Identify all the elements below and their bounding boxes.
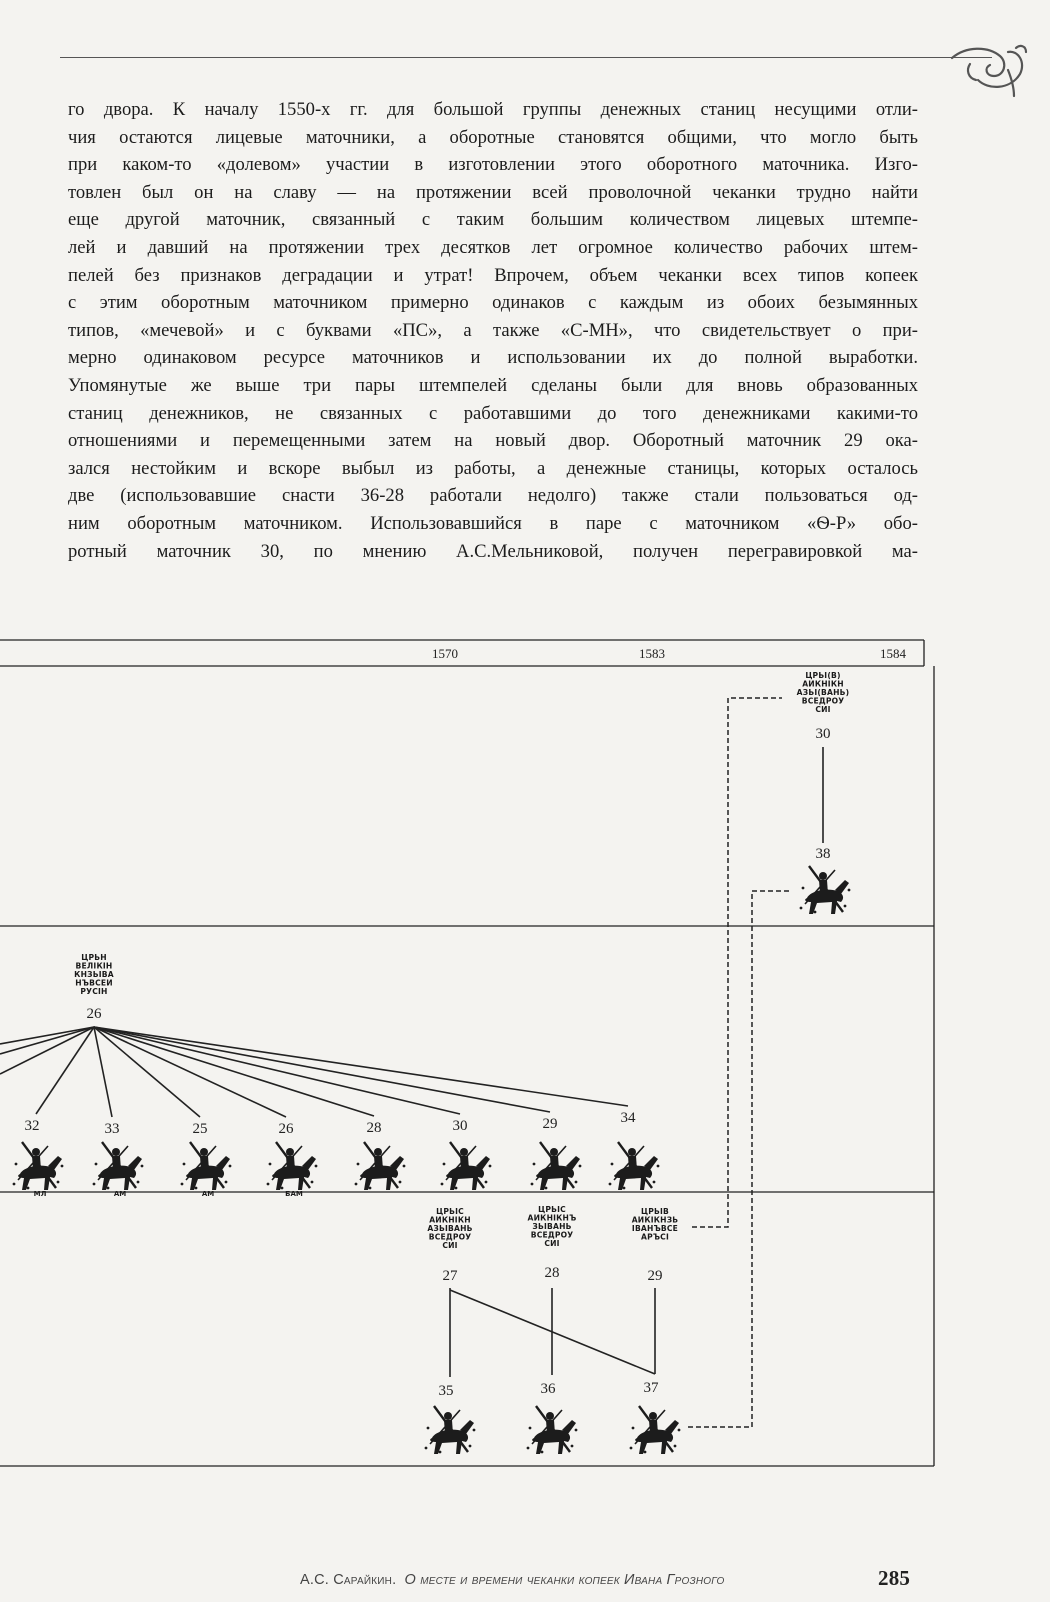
text-line: две (использовавшие снасти 36-28 работали недолго) также стали пользоваться од-: [68, 485, 918, 507]
inscription-line: ЦРЬІС: [538, 1205, 566, 1214]
node-label: 29: [542, 1116, 558, 1132]
node-label: 30: [815, 726, 831, 742]
obverse-die-bottom: [630, 1406, 681, 1454]
text-line: отношениями и перемещенными затем на новый двор. Оборотный маточник 29 ока-: [68, 430, 918, 452]
node-label: 34: [620, 1110, 636, 1126]
year-label: 1570: [432, 646, 458, 661]
node-label: 35: [438, 1383, 454, 1399]
header-rule: [60, 57, 992, 58]
text-line: лей и давший на протяжении трех десятков лет огромное количество рабочих штем-: [68, 236, 918, 258]
node-label: 33: [104, 1121, 120, 1137]
page-ornament-icon: [948, 40, 1030, 100]
inscription-line: ЦРЬІВ: [640, 1207, 670, 1216]
text-line: зался нестойким и вскоре выбыл из работы, а денежные станицы, которых осталось: [68, 457, 918, 479]
inscription-line: ІВАНЪВСЕ: [631, 1224, 679, 1233]
year-label: 1583: [639, 646, 665, 661]
mint-mark: МЛ: [33, 1190, 47, 1198]
node-label: 28: [366, 1120, 382, 1136]
text-line: при каком-то «долевом» участии в изготовлении этого оборотного маточника. Изго-: [68, 154, 918, 176]
obverse-die-middle: [441, 1142, 492, 1190]
obverse-die-bottom: [527, 1406, 578, 1454]
reverse-die-bottom: [528, 1205, 577, 1248]
footer-title: О месте и времени чеканки копеек Ивана Грозного: [404, 1572, 725, 1588]
inscription-line: АЗЬІ(ВАНЬ): [796, 688, 850, 697]
inscription-line: ЦРЬН: [81, 953, 107, 962]
text-line: типов, «мечевой» и с буквами «ПС», а также «С-МН», что свидетельствует о при-: [68, 319, 918, 341]
body-paragraph: [68, 96, 918, 565]
obverse-die-middle: [93, 1142, 144, 1198]
obverse-die-middle: [13, 1142, 64, 1198]
inscription-line: ЦРЬІС: [436, 1207, 464, 1216]
node-label: 37: [643, 1380, 659, 1396]
inscription-line: СИІ: [442, 1241, 458, 1250]
mint-mark: БАМ: [285, 1190, 303, 1198]
text-line: товлен был он на славу — на протяжении всей проволочной чеканки трудно найти: [68, 181, 918, 203]
obverse-die-middle: [531, 1142, 582, 1190]
inscription-line: АИКНІКН: [802, 679, 844, 689]
node-label: 27: [442, 1268, 458, 1284]
inscription-line: АРЪСІ: [641, 1232, 669, 1242]
reverse-die-bottom: [427, 1207, 472, 1250]
inscription-line: РУСІН: [80, 987, 108, 996]
inscription-line: ВСЕДРОУ: [428, 1232, 472, 1242]
inscription-line: ВСЕДРОУ: [530, 1230, 574, 1240]
obverse-die-middle: [267, 1142, 318, 1198]
inscription-line: АИКНІКН: [429, 1215, 471, 1225]
die-link-diagram: [0, 630, 960, 1490]
node-label: 28: [544, 1265, 560, 1281]
text-line: с этим оборотным маточником примерно одинаков с каждым из обоих безымянных: [68, 292, 918, 314]
inscription-line: ЗЬІВАНЬ: [532, 1222, 572, 1231]
page-footer: [300, 1566, 940, 1602]
inscription-line: АИКІКНЗЬ: [631, 1215, 679, 1225]
text-line: мерно одинаковом ресурсе маточников и использовании их до полной выработки.: [68, 347, 918, 369]
inscription-line: СИІ: [544, 1239, 560, 1248]
inscription-line: СИІ: [815, 705, 831, 714]
obverse-die-middle: [181, 1142, 232, 1198]
text-line: станиц денежников, не связанных с работавшими до того денежниками какими-то: [68, 402, 918, 424]
inscription-line: ЦРЬІ(В): [805, 671, 841, 680]
text-line: пелей без признаков деградации и утрат! Впрочем, объем чеканки всех типов копеек: [68, 264, 918, 286]
node-label: 29: [647, 1268, 663, 1284]
inscription-line: ВСЕДРОУ: [801, 696, 845, 706]
node-label: 36: [540, 1381, 556, 1397]
node-label: 25: [192, 1121, 208, 1137]
inscription-line: ВЕЛІКІН: [75, 961, 113, 971]
reverse-die-bottom: [632, 1207, 679, 1242]
text-line: ним оборотным маточником. Использовавшийся в паре с маточником «Ѳ-Р» обо-: [68, 512, 918, 534]
text-line: го двора. К началу 1550-х гг. для большой группы денежных станиц несущими отли-: [68, 99, 918, 120]
obverse-die-bottom: [425, 1406, 476, 1454]
reverse-die-middle: [74, 953, 114, 996]
footer-author: А.С. Сарайкин.: [300, 1572, 397, 1588]
obverse-die-top: [800, 866, 851, 914]
obverse-die-middle: [355, 1142, 406, 1190]
inscription-line: КНЗЬІВА: [74, 970, 114, 979]
inscription-line: АЗЬІВАНЬ: [427, 1224, 473, 1233]
mint-mark: АМ: [113, 1190, 127, 1198]
text-line: еще другой маточник, связанный с таким большим количеством лицевых штемпе-: [68, 209, 918, 231]
page-number: 285: [878, 1566, 911, 1590]
inscription-line: АИКНІКНЪ: [527, 1213, 577, 1223]
inscription-line: НЪВСЕИ: [75, 978, 113, 988]
text-line: Упомянутые же выше три пары штемпелей сделаны были для вновь образованных: [68, 374, 918, 396]
node-label: 26: [278, 1121, 294, 1137]
mint-mark: АМ: [201, 1190, 215, 1198]
node-label: 38: [815, 846, 831, 862]
text-line: ротный маточник 30, по мнению А.С.Мельниковой, получен перегравировкой ма-: [68, 540, 918, 562]
year-label: 1584: [880, 646, 906, 661]
reverse-die-top: [797, 671, 850, 714]
node-label: 30: [452, 1118, 468, 1134]
text-line: чия остаются лицевые маточники, а оборотные становятся общими, что могло быть: [68, 126, 918, 148]
node-label: 32: [24, 1118, 40, 1134]
node-label: 26: [86, 1006, 102, 1022]
obverse-die-middle: [609, 1142, 660, 1190]
